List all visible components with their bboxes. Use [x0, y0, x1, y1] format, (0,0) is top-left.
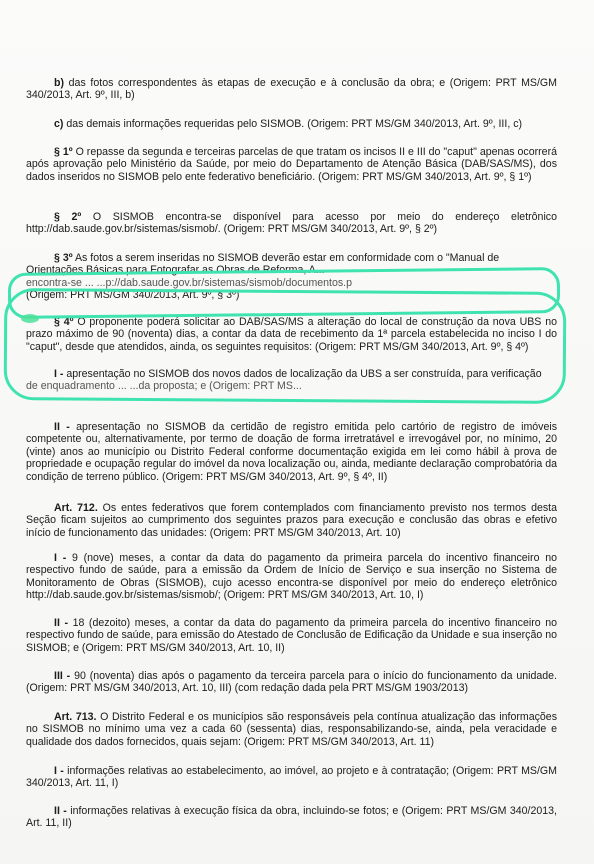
paragraph-line: Orientações Básicas para Fotografar as Obras de Reforma, A... [26, 264, 325, 277]
paragraph-lead: § 4º [54, 316, 74, 328]
paragraph-text: 9 (nove) meses, a contar da data do pagamento da primeira parcela do incentivo financeiro no respectivo fundo de saúde, para a emissão da Ordem de Início de Serviço e sua inserção no Sistema de Monitoramento de Obras (SISMOB), cujo acesso encontra-se disponível por meio do endereço eletrônico http://dab.saude.gov.br/sistemas/sismob/; (Origem: PRT MS/GM 340/2013, Art. 10, I) [26, 552, 557, 602]
paragraph-lead: c) [54, 118, 64, 130]
highlight-mark [21, 314, 39, 323]
paragraph-lead: I - [54, 552, 67, 564]
paragraph-line: encontra-se ... ...p://dab.saude.gov.br/sistemas/sismob/documentos.p [26, 276, 353, 289]
paragraph-lead: Art. 712. [54, 502, 98, 514]
paragraph-text: informações relativas à execução física da obra, incluindo-se fotos; e (Origem: PRT MS/GM 340/2013, Art. 11, II) [26, 805, 557, 830]
paragraph-lead: I - [54, 368, 67, 380]
paragraph-lead: I - [54, 765, 64, 777]
paragraph-c [26, 118, 557, 130]
article-712 [26, 502, 557, 539]
paragraph-text: das fotos correspondentes às etapas de execução e à conclusão da obra; e (Origem: PRT MS/GM 340/2013, Art. 9º, III, b) [26, 77, 557, 102]
paragraph-line: apresentação no SISMOB dos novos dados de localização da UBS a ser construída, para verificação [66, 368, 542, 380]
paragraph-s3 [26, 252, 557, 302]
paragraph-text: apresentação no SISMOB da certidão de registro emitida pelo cartório de registro de imóveis competente ou, alternativamente, por termo de doação de forma irretratável e irrevogável por, no mínimo, 20 (vinte) anos ao município ou Distrito Federal conforme documentação exigida em lei como hábil à prova de propriedade e ocupação regular do imóvel da nova localização ou, ainda, mediante declaração comprobatória da condição de terreno público. (Origem: PRT MS/GM 340/2013, Art. 9º, § 4º, II) [26, 421, 558, 483]
paragraph-text: 18 (dezoito) meses, a contar da data do pagamento da primeira parcela do incentivo financeiro no respectivo fundo de saúde, para emissão do Atestado de Conclusão de Edificação da Unidade e sua inserção no SISMOB; e (Origem: PRT MS/GM 340/2013, Art. 10, II) [26, 617, 558, 654]
paragraph-lead: II - [54, 617, 68, 629]
paragraph-line: (Origem: PRT MS/GM 340/2013, Art. 9º, § 3º) [26, 289, 240, 302]
paragraph-lead: § 1º [54, 146, 73, 158]
paragraph-text: O Distrito Federal e os municípios são responsáveis pela contínua atualização das informações no SISMOB no mínimo uma vez a cada 60 (sessenta) dias, responsabilizando-se, ainda, pela veracidade e qualidade dos dados fornecidos, quais sejam: (Origem: PRT MS/GM 340/2013, Art. 11) [26, 711, 557, 748]
paragraph-lead: II - [54, 421, 70, 433]
paragraph-text: O proponente poderá solicitar ao DAB/SAS/MS a alteração do local de construção da nova UBS no prazo máximo de 90 (noventa) dias, a contar da data de recebimento da 1ª parcela estabelecida no inciso I do "caput", desde que atendidos, ainda, os seguintes requisitos: (Origem: PRT MS/GM 340/2013, Art. 9º, § 4º) [26, 316, 557, 353]
paragraph-s2 [26, 211, 557, 236]
paragraph-text: das demais informações requeridas pelo SISMOB. (Origem: PRT MS/GM 340/2013, Art. 9º, III, c) [63, 118, 523, 130]
article-712-item-i [26, 552, 557, 602]
paragraph-s1 [26, 146, 557, 183]
paragraph-i [26, 368, 557, 393]
paragraph-lead: Art. 713. [54, 711, 97, 723]
article-712-item-ii [26, 617, 557, 654]
paragraph-line: As fotos a serem inseridas no SISMOB deverão estar em conformidade com o "Manual de [72, 252, 500, 264]
paragraph-lead: b) [54, 77, 64, 89]
article-713 [26, 711, 557, 748]
paragraph-b [26, 77, 557, 102]
article-712-item-iii [26, 670, 557, 695]
article-713-item-ii [26, 805, 557, 830]
paragraph-text: Os entes federativos que forem contemplados com financiamento previsto nos termos desta Seção ficam sujeitos ao cumprimento dos seguintes prazos para execução e conclusão das obras e efetivo início de funcionamento das unidades: (Origem: PRT MS/GM 340/2013, Art. 10) [26, 502, 557, 539]
paragraph-text: 90 (noventa) dias após o pagamento da terceira parcela para o início do funcionamento da unidade. (Origem: PRT MS/GM 340/2013, Art. 10, III) (com redação dada pela PRT MS/GM 1903/2013) [26, 670, 558, 695]
paragraph-text: O repasse da segunda e terceiras parcelas de que tratam os incisos II e III do "caput" apenas ocorrerá após aprovação pelo Ministério da Saúde, por meio do Departamento de Atenção Básica (DAB/SAS/MS), dos dados inseridos no SISMOB pelo ente federativo beneficiário. (Origem: PRT MS/GM 340/2013, Art. 9º, § 1º) [26, 146, 557, 183]
paragraph-ii [26, 421, 557, 483]
paragraph-lead: II - [54, 805, 67, 817]
paragraph-line: de enquadramento ... ...da proposta; e (Origem: PRT MS... [26, 380, 302, 393]
paragraph-lead: III - [54, 670, 71, 682]
paragraph-s4 [26, 316, 557, 353]
paragraph-lead: § 3º [54, 252, 73, 264]
paragraph-lead: § 2º [54, 211, 82, 223]
paragraph-text: O SISMOB encontra-se disponível para acesso por meio do endereço eletrônico http://dab.saude.gov.br/sistemas/sismob/. (Origem: PRT MS/GM 340/2013, Art. 9º, § 2º) [26, 211, 557, 236]
article-713-item-i [26, 765, 557, 790]
paragraph-text: informações relativas ao estabelecimento, ao imóvel, ao projeto e à contratação; (Origem: PRT MS/GM 340/2013, Art. 11, I) [26, 765, 557, 790]
